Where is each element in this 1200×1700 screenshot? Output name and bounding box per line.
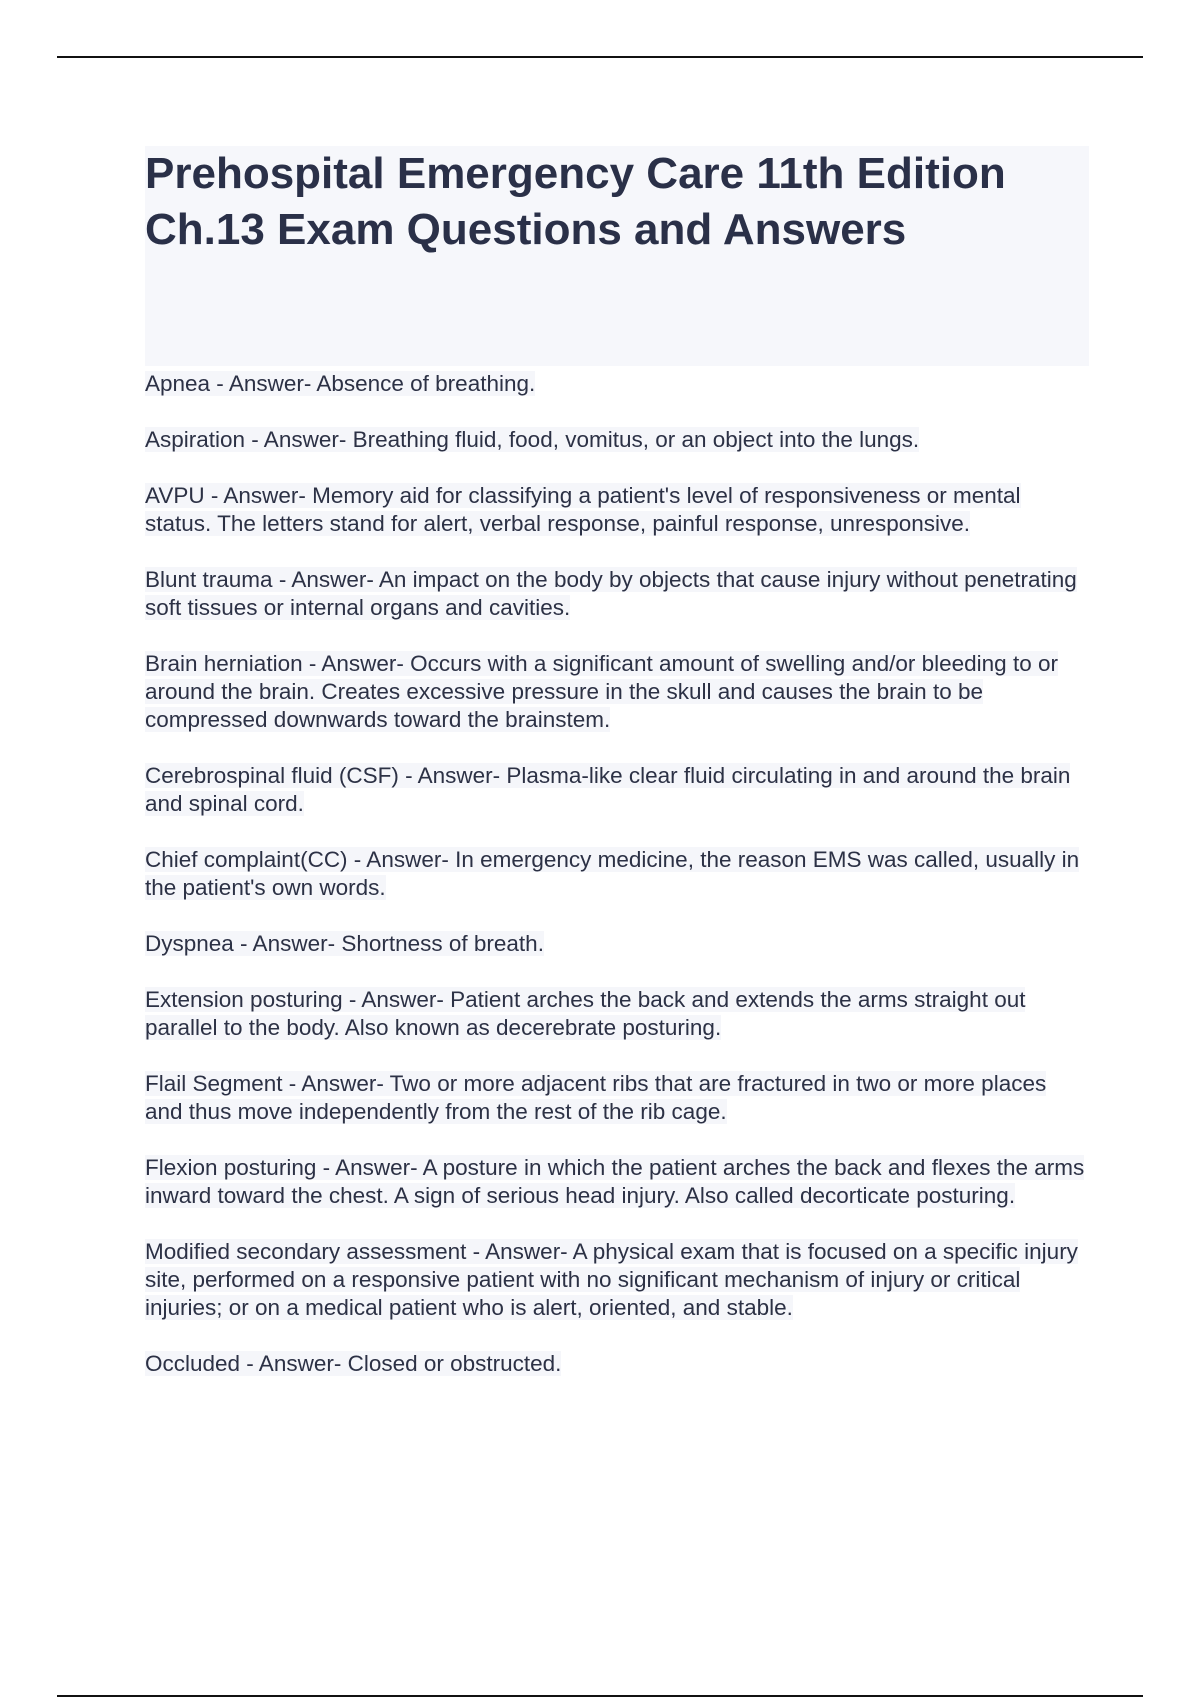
document-title: Prehospital Emergency Care 11th Edition Ch.13 Exam Questions and Answers [145,149,1006,254]
page-top-rule [57,56,1143,58]
entry-list [145,370,1089,1378]
entry-text: Cerebrospinal fluid (CSF) - Answer- Plasma-like clear fluid circulating in and around the brain and spinal cord. [145,763,1071,816]
list-item [145,370,1089,398]
entry-text: Blunt trauma - Answer- An impact on the body by objects that cause injury without penetrating soft tissues or internal organs and cavities. [145,567,1077,620]
entry-text: Chief complaint(CC) - Answer- In emergency medicine, the reason EMS was called, usually in the patient's own words. [145,847,1080,900]
list-item [145,1238,1089,1322]
list-item [145,1070,1089,1126]
list-item [145,650,1089,734]
list-item [145,846,1089,902]
entry-text: Dyspnea - Answer- Shortness of breath. [145,931,544,956]
entry-text: Flail Segment - Answer- Two or more adjacent ribs that are fractured in two or more places and thus move independently from the rest of the rib cage. [145,1071,1047,1124]
entry-text: Occluded - Answer- Closed or obstructed. [145,1351,562,1376]
title-block [145,146,1089,366]
list-item [145,566,1089,622]
list-item [145,426,1089,454]
entry-text: Brain herniation - Answer- Occurs with a significant amount of swelling and/or bleeding to or around the brain. Creates excessive pressure in the skull and causes the brain to be compressed downwards toward the brainstem. [145,651,1058,732]
list-item [145,762,1089,818]
list-item [145,1154,1089,1210]
entry-text: Aspiration - Answer- Breathing fluid, food, vomitus, or an object into the lungs. [145,427,920,452]
entry-text: Modified secondary assessment - Answer- A physical exam that is focused on a specific injury site, performed on a responsive patient with no significant mechanism of injury or critical injuries; or on a medical patient who is alert, oriented, and stable. [145,1239,1078,1320]
list-item [145,930,1089,958]
entry-text: AVPU - Answer- Memory aid for classifying a patient's level of responsiveness or mental status. The letters stand for alert, verbal response, painful response, unresponsive. [145,483,1021,536]
document-body [145,146,1089,1406]
entry-text: Extension posturing - Answer- Patient arches the back and extends the arms straight out parallel to the body. Also known as decerebrate posturing. [145,987,1026,1040]
page-bottom-rule [57,1695,1143,1697]
list-item [145,986,1089,1042]
entry-text: Apnea - Answer- Absence of breathing. [145,371,536,396]
list-item [145,1350,1089,1378]
list-item [145,482,1089,538]
entry-text: Flexion posturing - Answer- A posture in which the patient arches the back and flexes the arms inward toward the chest. A sign of serious head injury. Also called decorticate posturing. [145,1155,1085,1208]
